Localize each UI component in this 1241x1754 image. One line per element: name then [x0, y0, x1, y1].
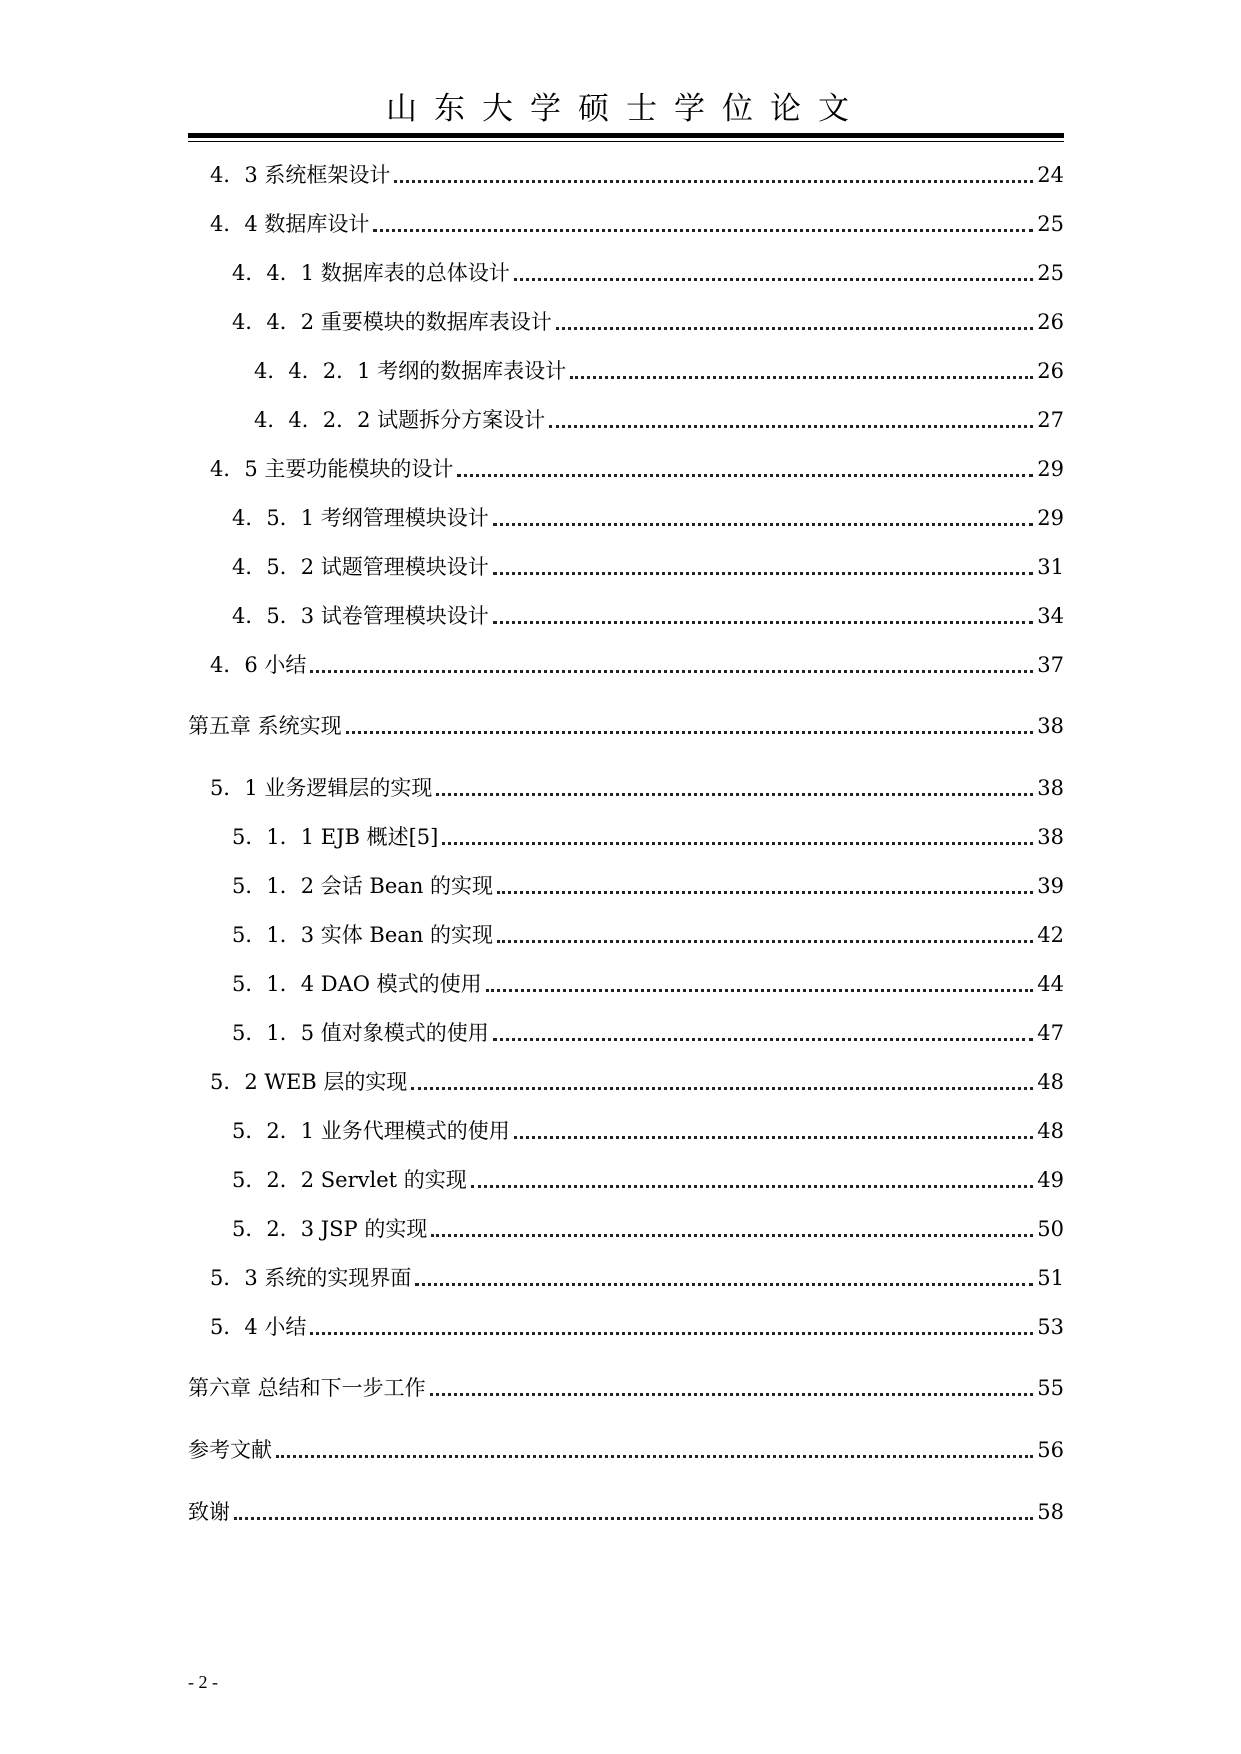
toc-entry-page: 55: [1037, 1376, 1064, 1400]
toc-entry-label: 5．2．2 Servlet 的实现: [232, 1168, 467, 1192]
toc-entry-label: 5．2．1 业务代理模式的使用: [232, 1119, 510, 1143]
toc-entry-page: 42: [1037, 923, 1064, 947]
toc-entry-label: 4．5．1 考纲管理模块设计: [232, 506, 489, 530]
toc-entry-label: 5．1．1 EJB 概述[5]: [232, 825, 439, 849]
toc-leader: [471, 1185, 1034, 1188]
toc-entry-page: 26: [1037, 310, 1064, 334]
toc-entry: [188, 1497, 1064, 1527]
toc-entry: [188, 711, 1064, 741]
toc-entry: [232, 307, 1064, 337]
toc-leader: [276, 1455, 1033, 1458]
toc-entry-page: 29: [1037, 457, 1064, 481]
toc-leader: [556, 327, 1034, 330]
toc-entry-label: 第六章 总结和下一步工作: [188, 1376, 426, 1400]
toc-entry-label: 致谢: [188, 1500, 230, 1524]
toc-entry: [232, 258, 1064, 288]
toc-entry: [232, 871, 1064, 901]
toc-entry-page: 50: [1037, 1217, 1064, 1241]
toc-entry-page: 38: [1037, 825, 1064, 849]
toc-entry: [210, 1263, 1064, 1293]
toc-leader: [570, 376, 1033, 379]
toc-entry-label: 5．1．4 DAO 模式的使用: [232, 972, 482, 996]
toc-leader: [346, 731, 1034, 734]
toc-leader: [310, 1332, 1033, 1335]
toc-entry-label: 5．1．3 实体 Bean 的实现: [232, 923, 494, 947]
toc-leader: [493, 1038, 1034, 1041]
toc-entry: [210, 160, 1064, 190]
toc-entry-label: 5．1．5 值对象模式的使用: [232, 1021, 489, 1045]
toc-entry-page: 34: [1037, 604, 1064, 628]
toc-entry-page: 24: [1037, 163, 1064, 187]
toc-leader: [310, 670, 1033, 673]
page-number: - 2 -: [188, 1672, 218, 1692]
toc-entry-page: 44: [1037, 972, 1064, 996]
toc-entry: [232, 1165, 1064, 1195]
toc-leader: [373, 229, 1033, 232]
toc-entry-label: 4．4．1 数据库表的总体设计: [232, 261, 510, 285]
toc-entry: [210, 454, 1064, 484]
toc-leader: [493, 572, 1034, 575]
toc-entry: [232, 1018, 1064, 1048]
toc-entry-page: 25: [1037, 212, 1064, 236]
toc-entry: [232, 1214, 1064, 1244]
toc-entry-page: 53: [1037, 1315, 1064, 1339]
toc-leader: [514, 278, 1034, 281]
toc-entry: [210, 1312, 1064, 1342]
toc-entry: [232, 822, 1064, 852]
toc-entry-label: 5．3 系统的实现界面: [210, 1266, 412, 1290]
toc-entry-page: 26: [1037, 359, 1064, 383]
toc-entry-page: 51: [1037, 1266, 1064, 1290]
toc-entry-page: 27: [1037, 408, 1064, 432]
toc-entry-label: 4．5．2 试题管理模块设计: [232, 555, 489, 579]
toc-entry-page: 47: [1037, 1021, 1064, 1045]
toc-entry: [210, 650, 1064, 680]
toc-entry-page: 49: [1037, 1168, 1064, 1192]
toc-entry-label: 5．2．3 JSP 的实现: [232, 1217, 428, 1241]
toc-entry-label: 4．4．2．1 考纲的数据库表设计: [254, 359, 567, 383]
toc-leader: [497, 891, 1033, 894]
toc-entry-page: 58: [1037, 1500, 1064, 1524]
toc-entry-label: 5．1．2 会话 Bean 的实现: [232, 874, 494, 898]
toc-leader: [442, 842, 1033, 845]
toc-entry: [254, 405, 1064, 435]
toc-leader: [415, 1283, 1033, 1286]
toc-entry-label: 4．6 小结: [210, 653, 307, 677]
toc-leader: [497, 940, 1033, 943]
toc-entry-page: 48: [1037, 1070, 1064, 1094]
toc-entry-page: 31: [1037, 555, 1064, 579]
toc-entry: [232, 1116, 1064, 1146]
toc-entry-label: 5．4 小结: [210, 1315, 307, 1339]
toc-entry: [210, 773, 1064, 803]
toc-entry: [254, 356, 1064, 386]
toc-leader: [457, 474, 1033, 477]
toc-entry-page: 39: [1037, 874, 1064, 898]
toc-entry-page: 56: [1037, 1438, 1064, 1462]
toc-entry-page: 48: [1037, 1119, 1064, 1143]
toc-entry-label: 4．5 主要功能模块的设计: [210, 457, 454, 481]
toc-leader: [493, 621, 1034, 624]
toc-entry-label: 4．4．2 重要模块的数据库表设计: [232, 310, 552, 334]
toc-entry-page: 25: [1037, 261, 1064, 285]
toc-entry-label: 5．1 业务逻辑层的实现: [210, 776, 433, 800]
toc-leader: [430, 1393, 1034, 1396]
toc-entry: [232, 920, 1064, 950]
toc-leader: [549, 425, 1033, 428]
toc-leader: [436, 793, 1033, 796]
toc-entry-page: 38: [1037, 776, 1064, 800]
toc-leader: [411, 1087, 1033, 1090]
toc-entry-page: 37: [1037, 653, 1064, 677]
toc-entry-label: 4．4 数据库设计: [210, 212, 370, 236]
toc-entry-label: 4．3 系统框架设计: [210, 163, 391, 187]
toc-entry-label: 参考文献: [188, 1438, 272, 1462]
toc-entry: [232, 552, 1064, 582]
toc-leader: [394, 180, 1033, 183]
toc-leader: [431, 1234, 1033, 1237]
toc-leader: [493, 523, 1034, 526]
toc-entry: [188, 1373, 1064, 1403]
toc-entry-label: 4．5．3 试卷管理模块设计: [232, 604, 489, 628]
toc-entry: [210, 1067, 1064, 1097]
toc-entry-page: 38: [1037, 714, 1064, 738]
toc-entry: [232, 601, 1064, 631]
toc-entry: [232, 503, 1064, 533]
toc-entry: [210, 209, 1064, 239]
toc-entry-page: 29: [1037, 506, 1064, 530]
toc-entry: [188, 1435, 1064, 1465]
toc-leader: [234, 1517, 1033, 1520]
toc-leader: [514, 1136, 1034, 1139]
toc-entry-label: 4．4．2．2 试题拆分方案设计: [254, 408, 546, 432]
header-title: 山东大学硕士学位论文: [386, 91, 866, 127]
toc-entry-label: 5．2 WEB 层的实现: [210, 1070, 408, 1094]
toc-entry-label: 第五章 系统实现: [188, 714, 342, 738]
toc-entry: [232, 969, 1064, 999]
toc-leader: [486, 989, 1034, 992]
